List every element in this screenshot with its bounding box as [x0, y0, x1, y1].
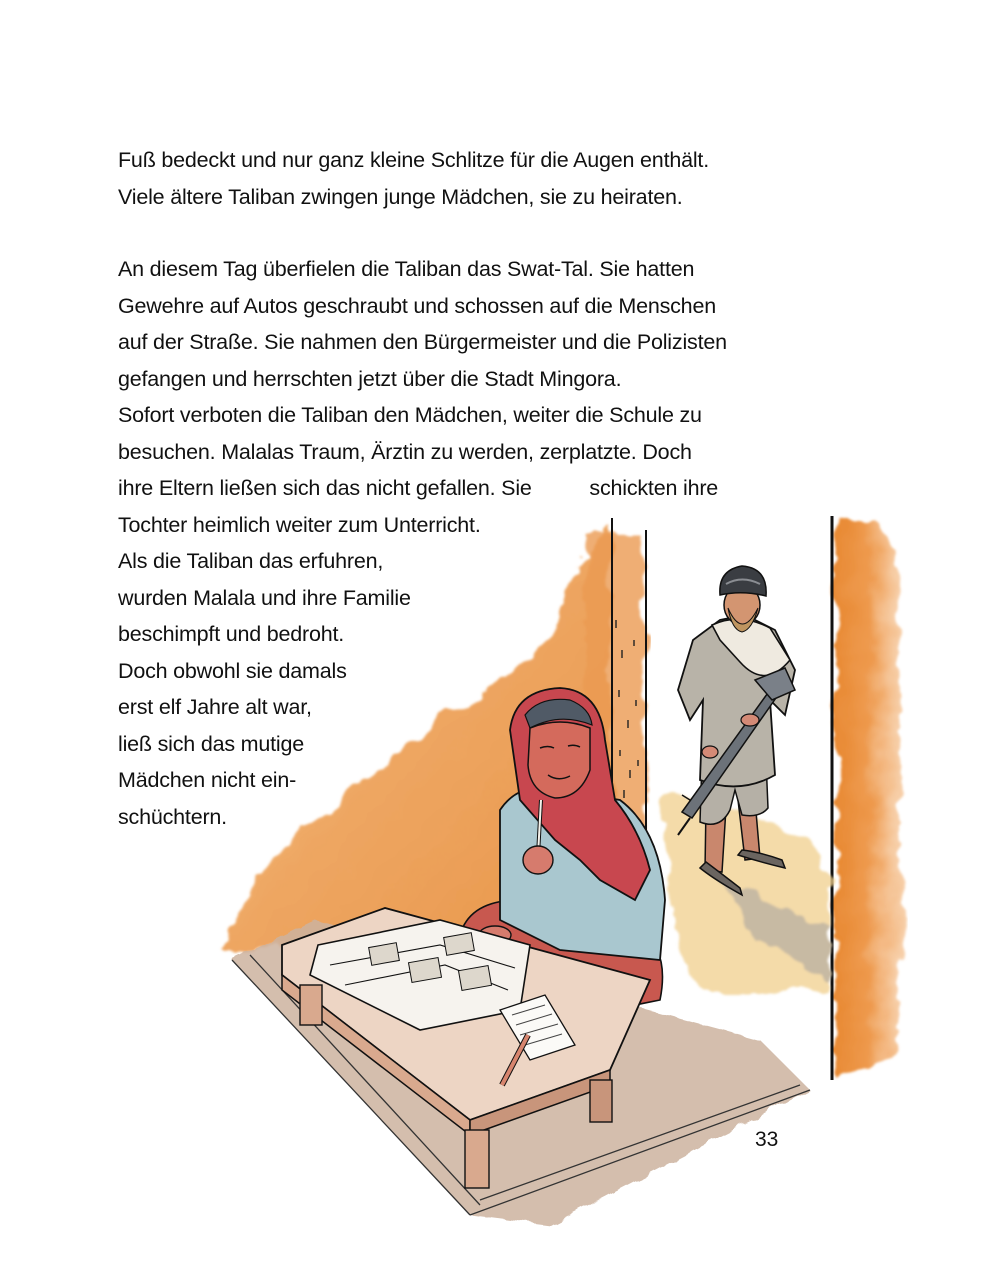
- text-line: Fuß bedeckt und nur ganz kleine Schlitze für die Augen enthält.: [118, 148, 709, 172]
- text-line: gefangen und herrschten jetzt über die Stadt Mingora.: [118, 366, 622, 391]
- body-text: [118, 142, 727, 835]
- page-number: 33: [755, 1128, 779, 1151]
- text-line: Sofort verboten die Taliban den Mädchen, weiter die Schule zu: [118, 403, 702, 427]
- text-line: Doch obwohl sie damals: [118, 658, 347, 683]
- text-line: erst elf Jahre alt war,: [118, 695, 312, 719]
- text-line: An diesem Tag überfielen die Taliban das Swat-Tal. Sie hatten: [118, 257, 695, 281]
- text-line: Viele ältere Taliban zwingen junge Mädchen, sie zu heiraten.: [118, 184, 683, 209]
- text-line: besuchen. Malalas Traum, Ärztin zu werden, zerplatzte. Doch: [118, 439, 692, 464]
- text-line: schüchtern.: [118, 804, 227, 829]
- text-line: wurden Malala und ihre Familie: [118, 585, 411, 610]
- paragraph-gap: [118, 215, 727, 251]
- text-line: auf der Straße. Sie nahmen den Bürgermeister und die Polizisten: [118, 330, 727, 354]
- text-line: beschimpft und bedroht.: [118, 622, 345, 646]
- text-line: Als die Taliban das erfuhren,: [118, 549, 384, 573]
- text-line: Gewehre auf Autos geschraubt und schossen auf die Menschen: [118, 293, 716, 318]
- text-line: ließ sich das mutige: [118, 731, 304, 756]
- text-line: ihre Eltern ließen sich das nicht gefallen. Sie schickten ihre: [118, 476, 719, 500]
- right-wall-wash: [835, 520, 901, 1080]
- text-line: Tochter heimlich weiter zum Unterricht.: [118, 512, 481, 537]
- text-line: Mädchen nicht ein-: [118, 768, 297, 792]
